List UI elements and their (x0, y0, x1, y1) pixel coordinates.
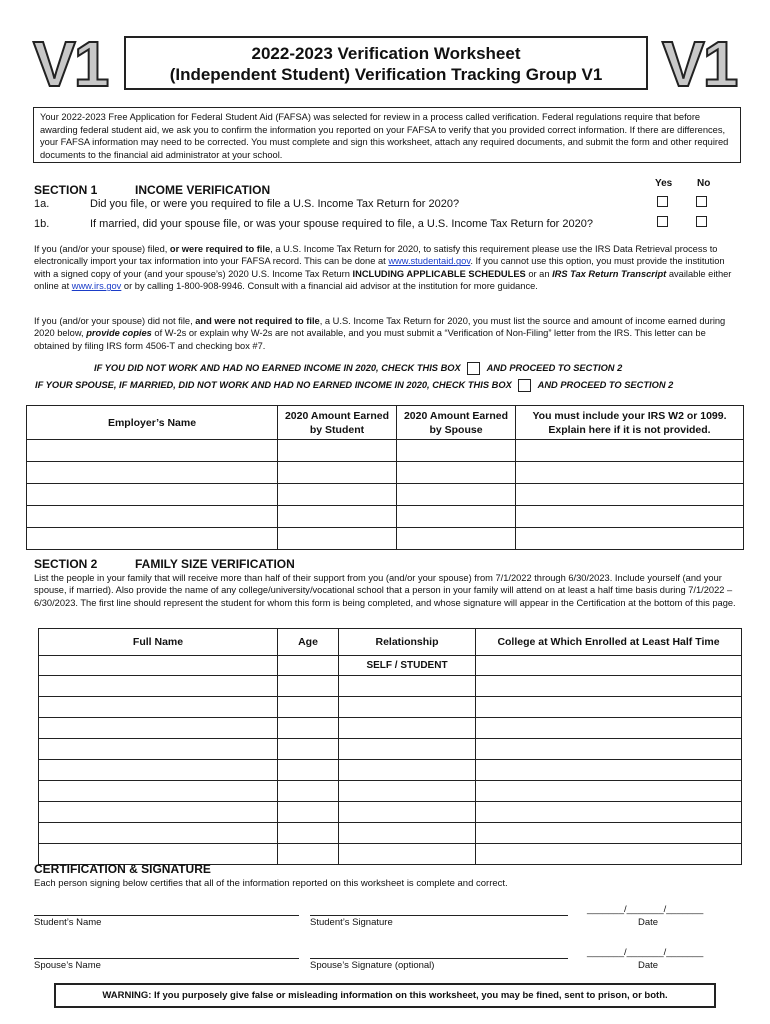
q1a-text: Did you file, or were you required to file a U.S. Income Tax Return for 2020? (90, 198, 460, 210)
table-row (27, 462, 744, 484)
no-income-student-line: IF YOU DID NOT WORK AND HAD NO EARNED INCOME IN 2020, CHECK THIS BOX AND PROCEED TO SECTION 2 (94, 362, 622, 375)
irs-link[interactable]: www.irs.gov (71, 281, 122, 292)
warning-box: WARNING: If you purposely give false or misleading information on this worksheet, you may be fined, sent to prison, or both. (54, 983, 716, 1008)
section1-label: SECTION 1 (34, 183, 98, 197)
tax-return-instructions: If you (and/or your spouse) filed, or were required to file, a U.S. Income Tax Return for 2020, to satisfy this requirement please use the IRS Data Retrieval process to electronically import your tax information into your FAFSA record. This can be done at www.studentaid.gov. If you cannot use this option, you must provide the institution with a signed copy of your (and your spouse’s) 2020 U.S. Income Tax Return INCLUDING APPLICABLE SCHEDULES or an IRS Tax Return Transcript available either online at www.irs.gov or by calling 1-800-908-9946. Consult with a financial aid advisor at the institution for more guidance. (34, 244, 732, 292)
table-row (39, 802, 742, 823)
non-filer-instructions: If you (and/or your spouse) did not file, and were not required to file, a U.S. Income Tax Return for 2020, you must list the source and amount of income earned during 2020 below, provide copies of W-2s or explain why W-2s are not available, and you must submit a “Verification of Non-Filing” letter from the IRS. This letter can be obtained by filing IRS form 4506-T and checking box #7. (34, 316, 726, 351)
col-w2-explanation: You must include your IRS W2 or 1099. Explain here if it is not provided. (516, 406, 744, 440)
table-row (39, 823, 742, 844)
col-employer-name: Employer’s Name (27, 406, 278, 440)
student-signature-line[interactable] (310, 915, 568, 916)
income-table (26, 405, 744, 550)
family-table (38, 628, 742, 865)
student-name-line[interactable] (34, 915, 299, 916)
spouse-no-income-checkbox[interactable] (518, 379, 531, 392)
q1b-number: 1b. (34, 218, 50, 230)
q1a-number: 1a. (34, 198, 50, 210)
student-date-label: Date (638, 917, 659, 928)
table-row (39, 739, 742, 760)
table-row (27, 484, 744, 506)
q1b-text: If married, did your spouse file, or was your spouse required to file, a U.S. Income Tax Return for 2020? (90, 218, 593, 230)
spouse-date-field[interactable]: _______/_______/_______ (587, 947, 704, 958)
q1a-yes-checkbox[interactable] (657, 196, 668, 207)
q1a-no-checkbox[interactable] (696, 196, 707, 207)
yes-label: Yes (655, 178, 673, 189)
table-row (27, 440, 744, 462)
no-income-spouse-line: IF YOUR SPOUSE, IF MARRIED, DID NOT WORK AND HAD NO EARNED INCOME IN 2020, CHECK THIS BOX AND PROCEED TO SECTION 2 (35, 379, 673, 392)
table-row (39, 781, 742, 802)
table-row (39, 656, 742, 676)
table-row (27, 528, 744, 550)
col-amount-spouse: 2020 Amount Earned by Spouse (397, 406, 516, 440)
section1-title: INCOME VERIFICATION (135, 183, 271, 197)
no-label: No (697, 178, 711, 189)
student-no-income-checkbox[interactable] (467, 362, 480, 375)
spouse-name-line[interactable] (34, 958, 299, 959)
v1-badge-right: V1 (662, 28, 737, 100)
col-full-name: Full Name (39, 629, 278, 656)
col-amount-student: 2020 Amount Earned by Student (278, 406, 397, 440)
spouse-signature-line[interactable] (310, 958, 568, 959)
certification-title: CERTIFICATION & SIGNATURE (34, 862, 211, 876)
table-row (39, 697, 742, 718)
table-row (27, 506, 744, 528)
self-student-cell: SELF / STUDENT (339, 656, 476, 676)
certification-text: Each person signing below certifies that all of the information reported on this worksheet is complete and correct. (34, 878, 508, 889)
page-title (124, 36, 648, 90)
q1b-no-checkbox[interactable] (696, 216, 707, 227)
student-signature-label: Student’s Signature (310, 917, 393, 928)
col-age: Age (278, 629, 339, 656)
spouse-signature-label: Spouse’s Signature (optional) (310, 960, 435, 971)
col-college: College at Which Enrolled at Least Half Time (476, 629, 742, 656)
q1b-yes-checkbox[interactable] (657, 216, 668, 227)
intro-box: Your 2022-2023 Free Application for Federal Student Aid (FAFSA) was selected for review in a process called verification. Federal regulations require that before awarding federal student aid, we ask you to confirm the information you reported on your FAFSA to verify that you provided correct information. If there are differences, your FAFSA information may need to be corrected. You must complete and sign this worksheet, attach any required documents, and submit the form and other required documents to the financial aid administrator at your school. (33, 107, 741, 163)
table-row (39, 676, 742, 697)
spouse-name-label: Spouse’s Name (34, 960, 101, 971)
col-relationship: Relationship (339, 629, 476, 656)
title-line-1: 2022-2023 Verification Worksheet (251, 44, 521, 63)
section2-label: SECTION 2 (34, 557, 98, 571)
title-line-2: (Independent Student) Verification Tracking Group V1 (169, 65, 603, 84)
spouse-date-label: Date (638, 960, 659, 971)
family-size-instructions: List the people in your family that will receive more than half of their support from you (and/or your spouse) from 7/1/2022 through 6/30/2023. Include yourself (and your spouse, if married). Also provide the name of any college/university/vocational school that a person in your family will attend on at least a half time basis during 7/1/2022 – 6/30/2023. The first line should represent the student for whom this form is being completed, and whose signature will appear in the Certification at the bottom of this page. (34, 573, 736, 608)
v1-badge-left: V1 (33, 28, 108, 100)
table-row (39, 760, 742, 781)
table-row (39, 718, 742, 739)
section2-title: FAMILY SIZE VERIFICATION (135, 557, 295, 571)
studentaid-link[interactable]: www.studentaid.gov (388, 256, 471, 267)
student-name-label: Student’s Name (34, 917, 102, 928)
student-date-field[interactable]: _______/_______/_______ (587, 904, 704, 915)
